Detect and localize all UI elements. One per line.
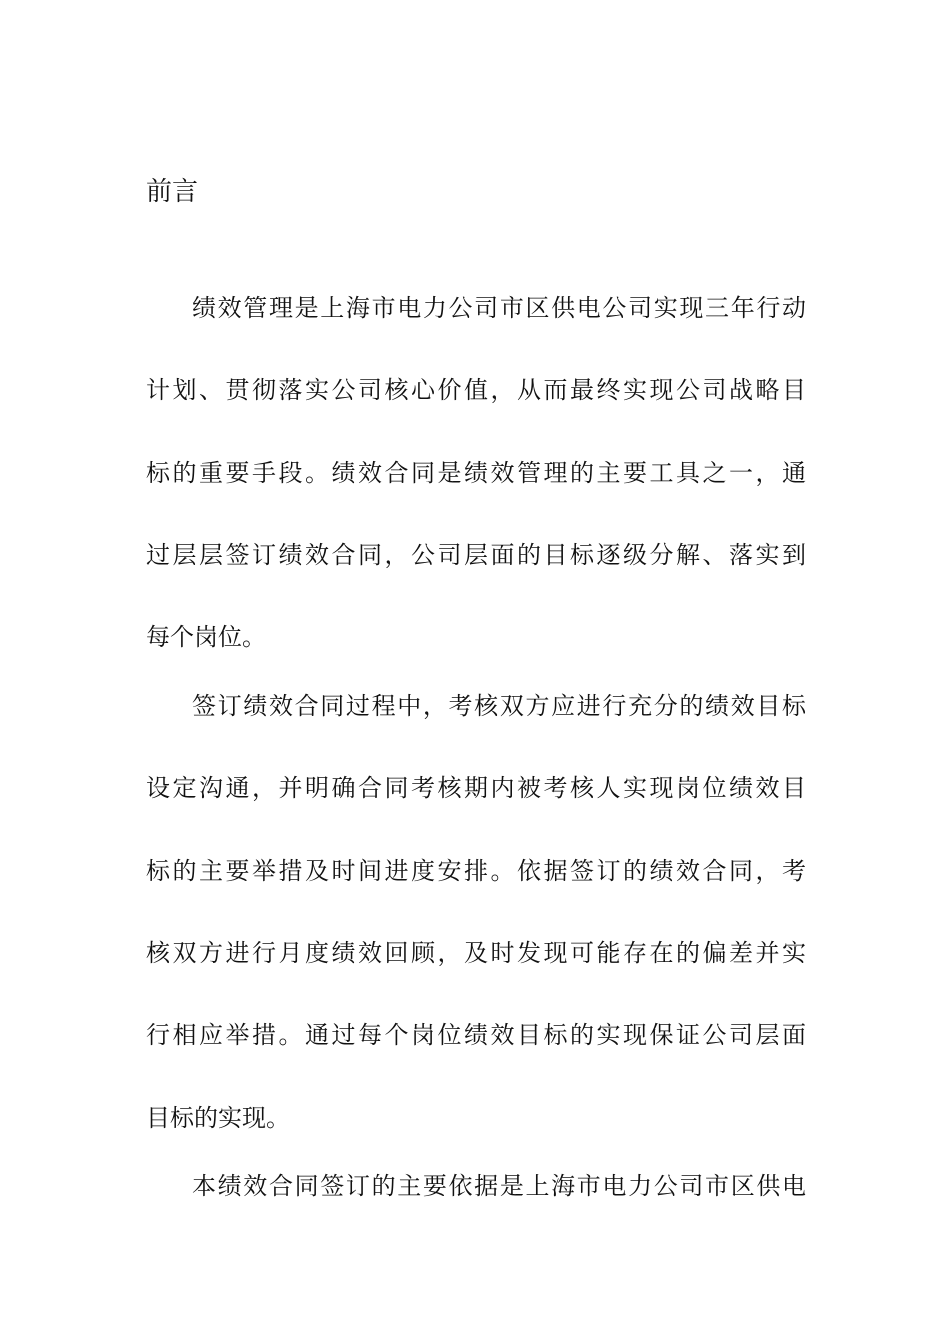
section-heading: 前言 bbox=[146, 177, 199, 207]
paragraph-2-line-3: 标的主要举措及时间进度安排。依据签订的绩效合同，考 bbox=[146, 857, 806, 885]
paragraph-1-line-3: 标的重要手段。绩效合同是绩效管理的主要工具之一，通 bbox=[146, 459, 806, 487]
paragraph-1-line-1: 绩效管理是上海市电力公司市区供电公司实现三年行动 bbox=[192, 294, 806, 322]
paragraph-2-line-6: 目标的实现。 bbox=[146, 1104, 290, 1132]
paragraph-1-line-2: 计划、贯彻落实公司核心价值，从而最终实现公司战略目 bbox=[146, 376, 806, 404]
paragraph-2-line-5: 行相应举措。通过每个岗位绩效目标的实现保证公司层面 bbox=[146, 1021, 806, 1049]
paragraph-1-line-5: 每个岗位。 bbox=[146, 623, 266, 651]
paragraph-2-line-1: 签订绩效合同过程中，考核双方应进行充分的绩效目标 bbox=[192, 692, 806, 720]
paragraph-2-line-2: 设定沟通，并明确合同考核期内被考核人实现岗位绩效目 bbox=[146, 774, 806, 802]
paragraph-2-line-4: 核双方进行月度绩效回顾，及时发现可能存在的偏差并实 bbox=[146, 939, 806, 967]
paragraph-1-line-4: 过层层签订绩效合同，公司层面的目标逐级分解、落实到 bbox=[146, 541, 806, 569]
paragraph-3-line-1: 本绩效合同签订的主要依据是上海市电力公司市区供电 bbox=[192, 1172, 806, 1200]
